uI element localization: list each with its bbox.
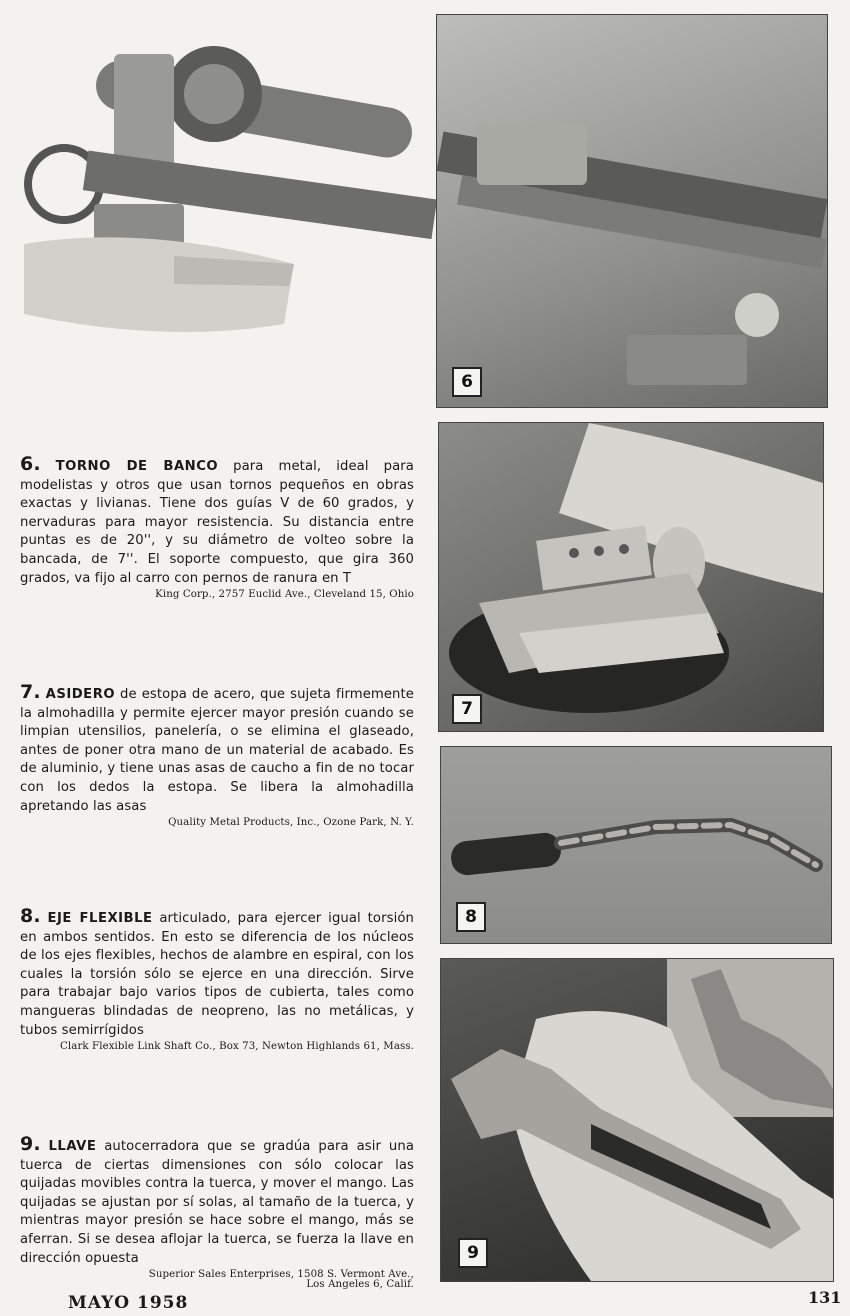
item-8-body: articulado, para ejercer igual torsión en ambos sentidos. En esto se diferencia de los núcleos de los ejes flexibles, hechos de alambre en espiral, con los cuales la torsión sólo se ejerce en una dirección. Sirve para trabajar bajo varios tipos de cubierta, tales como mangueras blindadas de neopreno, las no metálicas, y tubos semirrígidos bbox=[20, 911, 414, 1038]
lathe-icon bbox=[437, 15, 827, 407]
item-9-credit-line2: Los Angeles 6, Calif. bbox=[306, 1279, 414, 1291]
item-8-heading: EJE FLEXIBLE bbox=[47, 911, 153, 926]
item-9-credit: Superior Sales Enterprises, 1508 S. Vermont Ave., bbox=[148, 1269, 414, 1281]
figure-7-label: 7 bbox=[452, 694, 482, 724]
item-9-body: autocerradora que se gradúa para asir una tuerca de ciertas dimensiones con sólo colocar las quijadas movibles contra la tuerca, y mover el mango. Las quijadas se ajustan por sí solas, al tamaño de la tuerca, y mientras mayor presión se hace sobre el mango, más se aferran. Si se desea aflojar la tuerca, se fuerza la llave en dirección opuesta bbox=[20, 1139, 414, 1266]
item-7-number: 7. bbox=[20, 681, 41, 703]
figure-9-photo bbox=[440, 958, 834, 1282]
item-9-number: 9. bbox=[20, 1133, 41, 1155]
figure-9-label: 9 bbox=[458, 1238, 488, 1268]
item-7 bbox=[20, 683, 414, 829]
item-8-credit: Clark Flexible Link Shaft Co., Box 73, Newton Highlands 61, Mass. bbox=[60, 1041, 414, 1053]
figure-6-photo bbox=[436, 14, 828, 408]
item-6-heading: TORNO DE BANCO bbox=[55, 459, 219, 474]
item-9-heading: LLAVE bbox=[48, 1139, 97, 1154]
item-6-number: 6. bbox=[20, 453, 41, 475]
flexible-shaft-icon bbox=[441, 747, 831, 943]
item-6-body: para metal, ideal para modelistas y otros que usan tornos pequeños en obras exactas y livianas. Tiene dos guías V de 60 grados, y nervaduras para mayor resistencia. Su distancia entre puntas es de 20'', y su diámetro de volteo sobre la bancada, de 7''. El soporte compuesto, que gira 360 grados, va fijo al carro con pernos de ranura en T bbox=[20, 459, 414, 586]
figure-8-label: 8 bbox=[456, 902, 486, 932]
figure-6-lathe-left bbox=[24, 24, 436, 354]
item-8-number: 8. bbox=[20, 905, 41, 927]
footer-page-number: 131 bbox=[808, 1288, 842, 1307]
adjustable-wrench-icon bbox=[441, 959, 833, 1281]
item-7-credit: Quality Metal Products, Inc., Ozone Park, N. Y. bbox=[168, 817, 414, 829]
steel-wool-holder-icon bbox=[439, 423, 823, 731]
figure-7-photo bbox=[438, 422, 824, 732]
item-6 bbox=[20, 455, 414, 601]
item-8 bbox=[20, 907, 414, 1053]
item-7-body: de estopa de acero, que sujeta firmemente la almohadilla y permite ejercer mayor presión cuando se limpian utensilios, panelería, o se elimina el glaseado, antes de poner otra mano de un material de acabado. Es de aluminio, y tiene unas asas de caucho a fin de no tocar con los dedos la estopa. Se libera la almohadilla apretando las asas bbox=[20, 687, 415, 814]
item-6-credit: King Corp., 2757 Euclid Ave., Cleveland 15, Ohio bbox=[155, 589, 414, 601]
figure-8-photo bbox=[440, 746, 832, 944]
item-9 bbox=[20, 1135, 414, 1291]
item-7-heading: ASIDERO bbox=[45, 687, 116, 702]
figure-6-label: 6 bbox=[452, 367, 482, 397]
footer-issue-date: MAYO 1958 bbox=[68, 1293, 189, 1313]
